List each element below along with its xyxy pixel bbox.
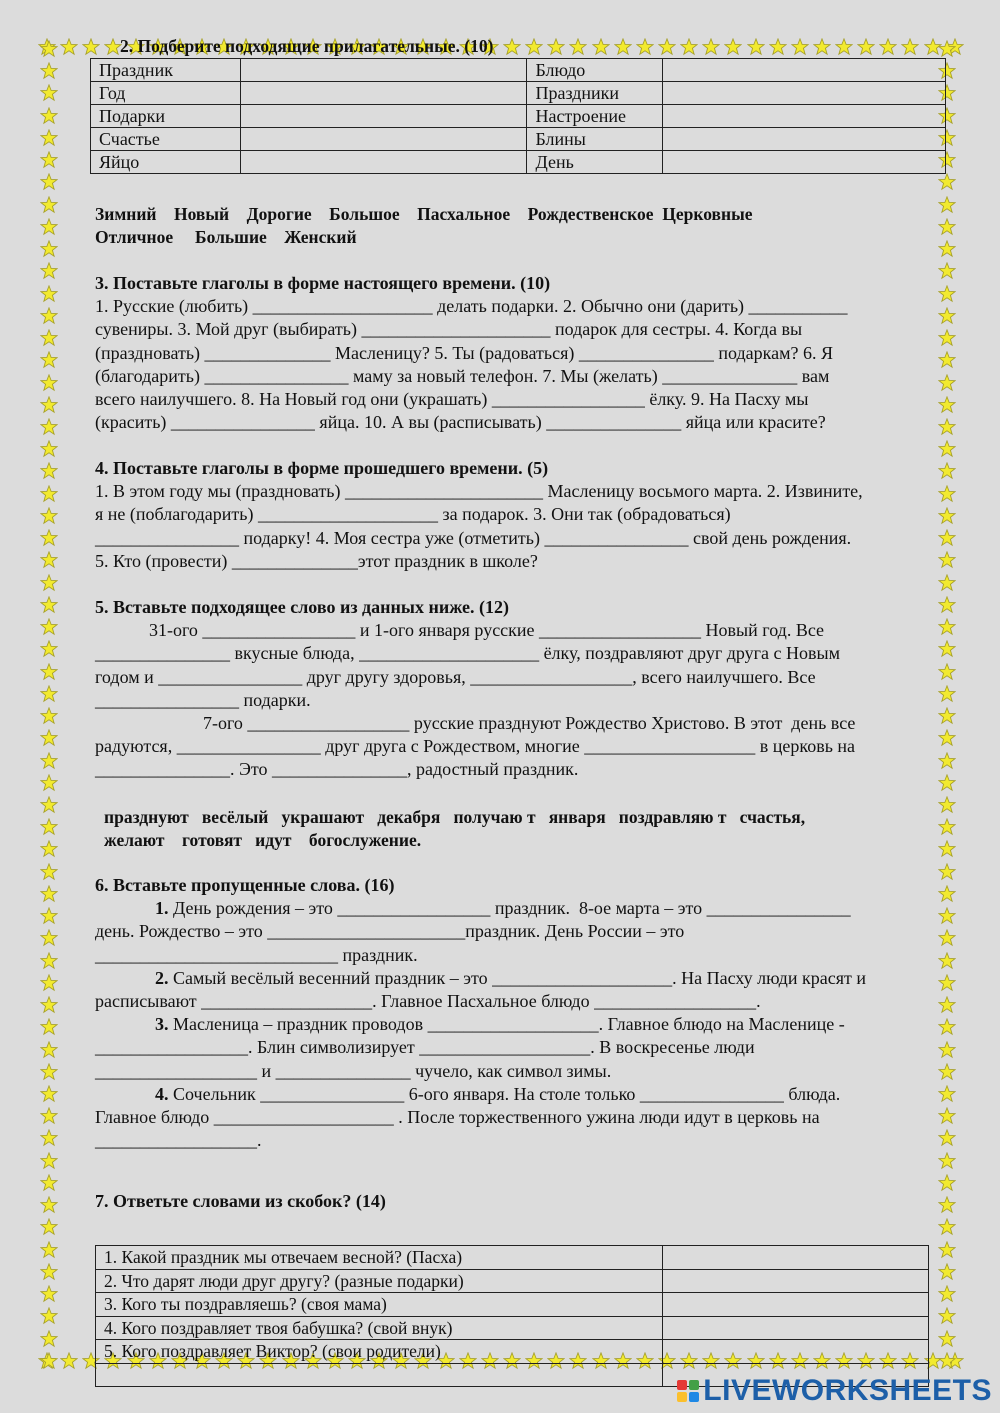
star-icon xyxy=(40,996,58,1014)
task7-question-cell xyxy=(96,1363,663,1387)
star-icon xyxy=(40,107,58,125)
star-icon xyxy=(40,62,58,80)
task6-line xyxy=(95,1083,947,1106)
task7-answer-cell[interactable] xyxy=(663,1293,929,1317)
star-icon xyxy=(40,440,58,458)
star-icon xyxy=(938,1241,956,1259)
task2-answer-cell[interactable] xyxy=(663,151,946,174)
star-icon xyxy=(40,151,58,169)
star-icon xyxy=(40,640,58,658)
task3-line: 1. Русские (любить) ____________________ делать подарки. 2. Обычно они (дарить) ___________ xyxy=(95,296,848,317)
task6-line: __________________ и _______________ чучело, как символ зимы. xyxy=(95,1060,612,1081)
star-icon xyxy=(40,329,58,347)
task2-answer-cell[interactable] xyxy=(240,151,527,174)
task6-item-text: Сочельник ________________ 6-ого января. На столе только ________________ блюда. xyxy=(173,1083,841,1104)
star-icon xyxy=(40,1152,58,1170)
logo-square xyxy=(689,1392,699,1402)
task4-title: 4. Поставьте глаголы в форме прошедшего времени. (5) xyxy=(95,458,549,478)
task6-item-text: День рождения – это _________________ праздник. 8-ое марта – это ________________ xyxy=(173,898,851,919)
star-icon xyxy=(40,885,58,903)
star-icon xyxy=(40,1018,58,1036)
star-icon xyxy=(40,40,58,58)
star-icon xyxy=(40,1085,58,1103)
star-icon xyxy=(40,1218,58,1236)
star-icon xyxy=(938,40,956,58)
task5-line: 7-ого __________________ русские празднуют Рождество Христово. В этот день все xyxy=(95,713,856,734)
task4-line: 1. В этом году мы (праздновать) ______________________ Масленицу восьмого марта. 2. Извините, xyxy=(95,481,863,502)
star-icon xyxy=(938,440,956,458)
star-icon xyxy=(40,774,58,792)
task2-row xyxy=(91,59,946,82)
task2-row xyxy=(91,82,946,105)
star-icon xyxy=(40,240,58,258)
task7-answer-cell[interactable] xyxy=(663,1269,929,1293)
star-icon xyxy=(40,1107,58,1125)
task7-row xyxy=(96,1246,929,1270)
star-icon xyxy=(879,38,897,56)
task2-answer-cell[interactable] xyxy=(663,82,946,105)
star-icon xyxy=(40,129,58,147)
task5-line: ________________ подарки. xyxy=(95,689,311,710)
task6-line: __________________. xyxy=(95,1130,262,1151)
task7-question-cell: 2. Что дарят люди друг другу? (разные подарки) xyxy=(96,1269,663,1293)
star-icon xyxy=(938,1330,956,1348)
task2-answer-cell[interactable] xyxy=(240,82,527,105)
task5-line: радуются, ________________ друг друга с Рождеством, многие ___________________ в церковь на xyxy=(95,736,856,757)
star-icon xyxy=(835,38,853,56)
star-icon xyxy=(592,38,610,56)
task6-item-text: Масленица – праздник проводов ___________________. Главное блюдо на Масленице - xyxy=(173,1014,845,1035)
task7-answer-cell[interactable] xyxy=(663,1246,929,1270)
star-icon xyxy=(857,38,875,56)
star-icon xyxy=(901,38,919,56)
task7-section xyxy=(95,1190,947,1213)
task2-noun-cell: Настроение xyxy=(527,105,663,128)
task5-line: 31-ого _________________ и 1-ого января русские __________________ Новый год. Все xyxy=(95,620,825,641)
star-icon xyxy=(40,262,58,280)
task7-row xyxy=(96,1293,929,1317)
liveworksheets-logo[interactable] xyxy=(677,1373,992,1409)
star-icon xyxy=(938,1285,956,1303)
star-icon xyxy=(40,196,58,214)
task6-line: _________________. Блин символизирует ___________________. В воскресенье люди xyxy=(95,1037,755,1058)
star-icon xyxy=(40,596,58,614)
logo-square xyxy=(689,1380,699,1390)
logo-mark-icon xyxy=(677,1380,699,1402)
star-icon xyxy=(938,1307,956,1325)
task7-row xyxy=(96,1316,929,1340)
task2-row xyxy=(91,105,946,128)
logo-square xyxy=(677,1392,687,1402)
star-icon xyxy=(938,240,956,258)
task2-noun-cell: Блины xyxy=(527,128,663,151)
star-icon xyxy=(60,38,78,56)
task6-line: расписывают ___________________. Главное Пасхальное блюдо __________________. xyxy=(95,991,761,1012)
star-icon xyxy=(614,38,632,56)
star-icon xyxy=(40,663,58,681)
task3-section xyxy=(95,272,947,434)
task7-answer-cell[interactable] xyxy=(663,1316,929,1340)
star-icon xyxy=(547,38,565,56)
star-icon xyxy=(82,38,100,56)
star-icon xyxy=(40,507,58,525)
task6-item-number: 1. xyxy=(155,898,169,919)
word-bank-line: празднуют весёлый украшают декабря получаю т января поздравляю т счастья, xyxy=(104,807,806,827)
word-bank-line: Отличное Большие Женский xyxy=(95,227,357,247)
task2-row xyxy=(91,151,946,174)
star-icon xyxy=(40,952,58,970)
star-icon xyxy=(40,1174,58,1192)
star-icon xyxy=(40,929,58,947)
star-icon xyxy=(724,38,742,56)
task3-line: сувениры. 3. Мой друг (выбирать) _____________________ подарок для сестры. 4. Когда вы xyxy=(95,319,803,340)
task2-noun-cell: Счастье xyxy=(91,128,241,151)
star-icon xyxy=(40,1352,58,1370)
task6-item-number: 4. xyxy=(155,1083,169,1104)
star-icon xyxy=(813,38,831,56)
star-icon xyxy=(40,462,58,480)
star-icon xyxy=(40,485,58,503)
star-icon xyxy=(40,1041,58,1059)
task5-line: _______________. Это _______________, радостный праздник. xyxy=(95,759,579,780)
star-icon xyxy=(658,38,676,56)
task3-line: (благодарить) ________________ маму за новый телефон. 7. Мы (желать) _______________ вам xyxy=(95,365,830,386)
star-icon xyxy=(503,38,521,56)
task7-question-cell: 5. Кого поздравляет Виктор? (свои родители) xyxy=(96,1340,663,1364)
star-icon xyxy=(40,84,58,102)
task6-line: день. Рождество – это ______________________праздник. День России – это xyxy=(95,921,685,942)
star-icon xyxy=(938,173,956,191)
star-icon xyxy=(40,1263,58,1281)
task3-line: всего наилучшего. 8. На Новый год они (украшать) _________________ ёлку. 9. На Пасху мы xyxy=(95,389,809,410)
task7-question-cell: 4. Кого поздравляет твоя бабушка? (свой внук) xyxy=(96,1316,663,1340)
task5-title: 5. Вставьте подходящее слово из данных ниже. (12) xyxy=(95,597,509,617)
task4-line: ________________ подарку! 4. Моя сестра уже (отметить) ________________ свой день рождения. xyxy=(95,527,852,548)
task2-row xyxy=(91,128,946,151)
task2-noun-cell: Праздник xyxy=(91,59,241,82)
star-icon xyxy=(680,38,698,56)
star-icon xyxy=(40,796,58,814)
task6-line: Главное блюдо ____________________ . После торжественного ужина люди идут в церковь на xyxy=(95,1107,820,1128)
star-icon xyxy=(938,1352,956,1370)
star-icon xyxy=(938,1263,956,1281)
star-icon xyxy=(40,818,58,836)
task2-title: 2. Подберите подходящие прилагательные. (10) xyxy=(120,36,494,56)
task6-item-number: 3. xyxy=(155,1014,169,1035)
star-icon xyxy=(40,307,58,325)
star-icon xyxy=(769,38,787,56)
task3-line: (красить) ________________ яйца. 10. А вы (расписывать) _______________ яйца или красите? xyxy=(95,412,826,433)
star-icon xyxy=(938,1152,956,1170)
task5-line: _______________ вкусные блюда, ____________________ ёлку, поздравляют друг друга с Новым xyxy=(95,643,840,664)
task7-row xyxy=(96,1340,929,1364)
task6-line xyxy=(95,897,947,920)
star-icon xyxy=(40,907,58,925)
star-icon xyxy=(791,38,809,56)
star-icon xyxy=(40,1063,58,1081)
star-icon xyxy=(40,863,58,881)
task6-line: ___________________________ праздник. xyxy=(95,944,418,965)
task6-line xyxy=(95,967,947,990)
task2-noun-cell: День xyxy=(527,151,663,174)
star-icon xyxy=(40,1129,58,1147)
task6-section xyxy=(95,874,947,1152)
task6-title: 6. Вставьте пропущенные слова. (16) xyxy=(95,875,395,895)
star-icon xyxy=(40,840,58,858)
star-icon xyxy=(747,38,765,56)
task2-answer-cell[interactable] xyxy=(663,128,946,151)
star-icon xyxy=(40,551,58,569)
star-icon xyxy=(40,1196,58,1214)
logo-text: LIVEWORKSHEETS xyxy=(703,1374,992,1407)
star-icon xyxy=(40,1330,58,1348)
task2-table xyxy=(90,58,946,174)
task2-noun-cell: Блюдо xyxy=(527,59,663,82)
star-icon xyxy=(40,729,58,747)
star-icon xyxy=(636,38,654,56)
task7-title: 7. Ответьте словами из скобок? (14) xyxy=(95,1191,386,1211)
star-icon xyxy=(569,38,587,56)
task2-answer-cell[interactable] xyxy=(663,59,946,82)
task2-noun-cell: Подарки xyxy=(91,105,241,128)
task4-section xyxy=(95,457,947,573)
star-icon xyxy=(40,707,58,725)
star-icon xyxy=(40,685,58,703)
star-icon xyxy=(938,218,956,236)
star-icon xyxy=(40,218,58,236)
task2-noun-cell: Яйцо xyxy=(91,151,241,174)
word-bank-line: Зимний Новый Дорогие Большое Пасхальное Рождественское Церковные xyxy=(95,204,753,224)
star-icon xyxy=(40,396,58,414)
logo-square xyxy=(677,1380,687,1390)
star-icon xyxy=(40,1285,58,1303)
star-icon xyxy=(40,529,58,547)
task6-item-number: 2. xyxy=(155,967,169,988)
task7-question-cell: 1. Какой праздник мы отвечаем весной? (Пасха) xyxy=(96,1246,663,1270)
task2-word-bank xyxy=(95,203,895,249)
task7-row xyxy=(96,1269,929,1293)
star-icon xyxy=(702,38,720,56)
task6-line xyxy=(95,1013,947,1036)
star-icon xyxy=(40,752,58,770)
task2-answer-cell[interactable] xyxy=(240,128,527,151)
task2-noun-cell: Год xyxy=(91,82,241,105)
star-icon xyxy=(40,418,58,436)
star-icon xyxy=(60,1352,78,1370)
task2-answer-cell[interactable] xyxy=(240,59,527,82)
task7-table xyxy=(95,1245,929,1387)
star-border-left xyxy=(40,40,62,1370)
star-icon xyxy=(40,1241,58,1259)
star-icon xyxy=(525,38,543,56)
task3-line: (праздновать) ______________ Масленицу? 5. Ты (радоваться) _______________ подаркам? 6. Я xyxy=(95,342,833,363)
task5-line: годом и ________________ друг другу здоровья, __________________, всего наилучшего. Все xyxy=(95,666,816,687)
task7-question-cell: 3. Кого ты поздравляешь? (своя мама) xyxy=(96,1293,663,1317)
task6-item-text: Самый весёлый весенний праздник – это ____________________. На Пасху люди красят и xyxy=(173,967,866,988)
task2-noun-cell: Праздники xyxy=(527,82,663,105)
word-bank-line: желают готовят идут богослужение. xyxy=(104,830,422,850)
star-icon xyxy=(40,1307,58,1325)
star-icon xyxy=(938,1218,956,1236)
task4-line: я не (поблагодарить) ____________________ за подарок. 3. Они так (обрадоваться) xyxy=(95,504,731,525)
star-icon xyxy=(40,374,58,392)
task4-line: 5. Кто (провести) ______________этот праздник в школе? xyxy=(95,550,538,571)
star-icon xyxy=(40,173,58,191)
star-icon xyxy=(938,196,956,214)
task5-section xyxy=(95,596,947,782)
star-icon xyxy=(40,351,58,369)
star-icon xyxy=(40,574,58,592)
task3-title: 3. Поставьте глаголы в форме настоящего времени. (10) xyxy=(95,273,551,293)
star-icon xyxy=(40,618,58,636)
task2-answer-cell[interactable] xyxy=(240,105,527,128)
task7-answer-cell[interactable] xyxy=(663,1340,929,1364)
star-icon xyxy=(938,574,956,592)
task2-answer-cell[interactable] xyxy=(663,105,946,128)
star-icon xyxy=(40,285,58,303)
star-icon xyxy=(40,974,58,992)
task5-word-bank xyxy=(104,806,946,852)
